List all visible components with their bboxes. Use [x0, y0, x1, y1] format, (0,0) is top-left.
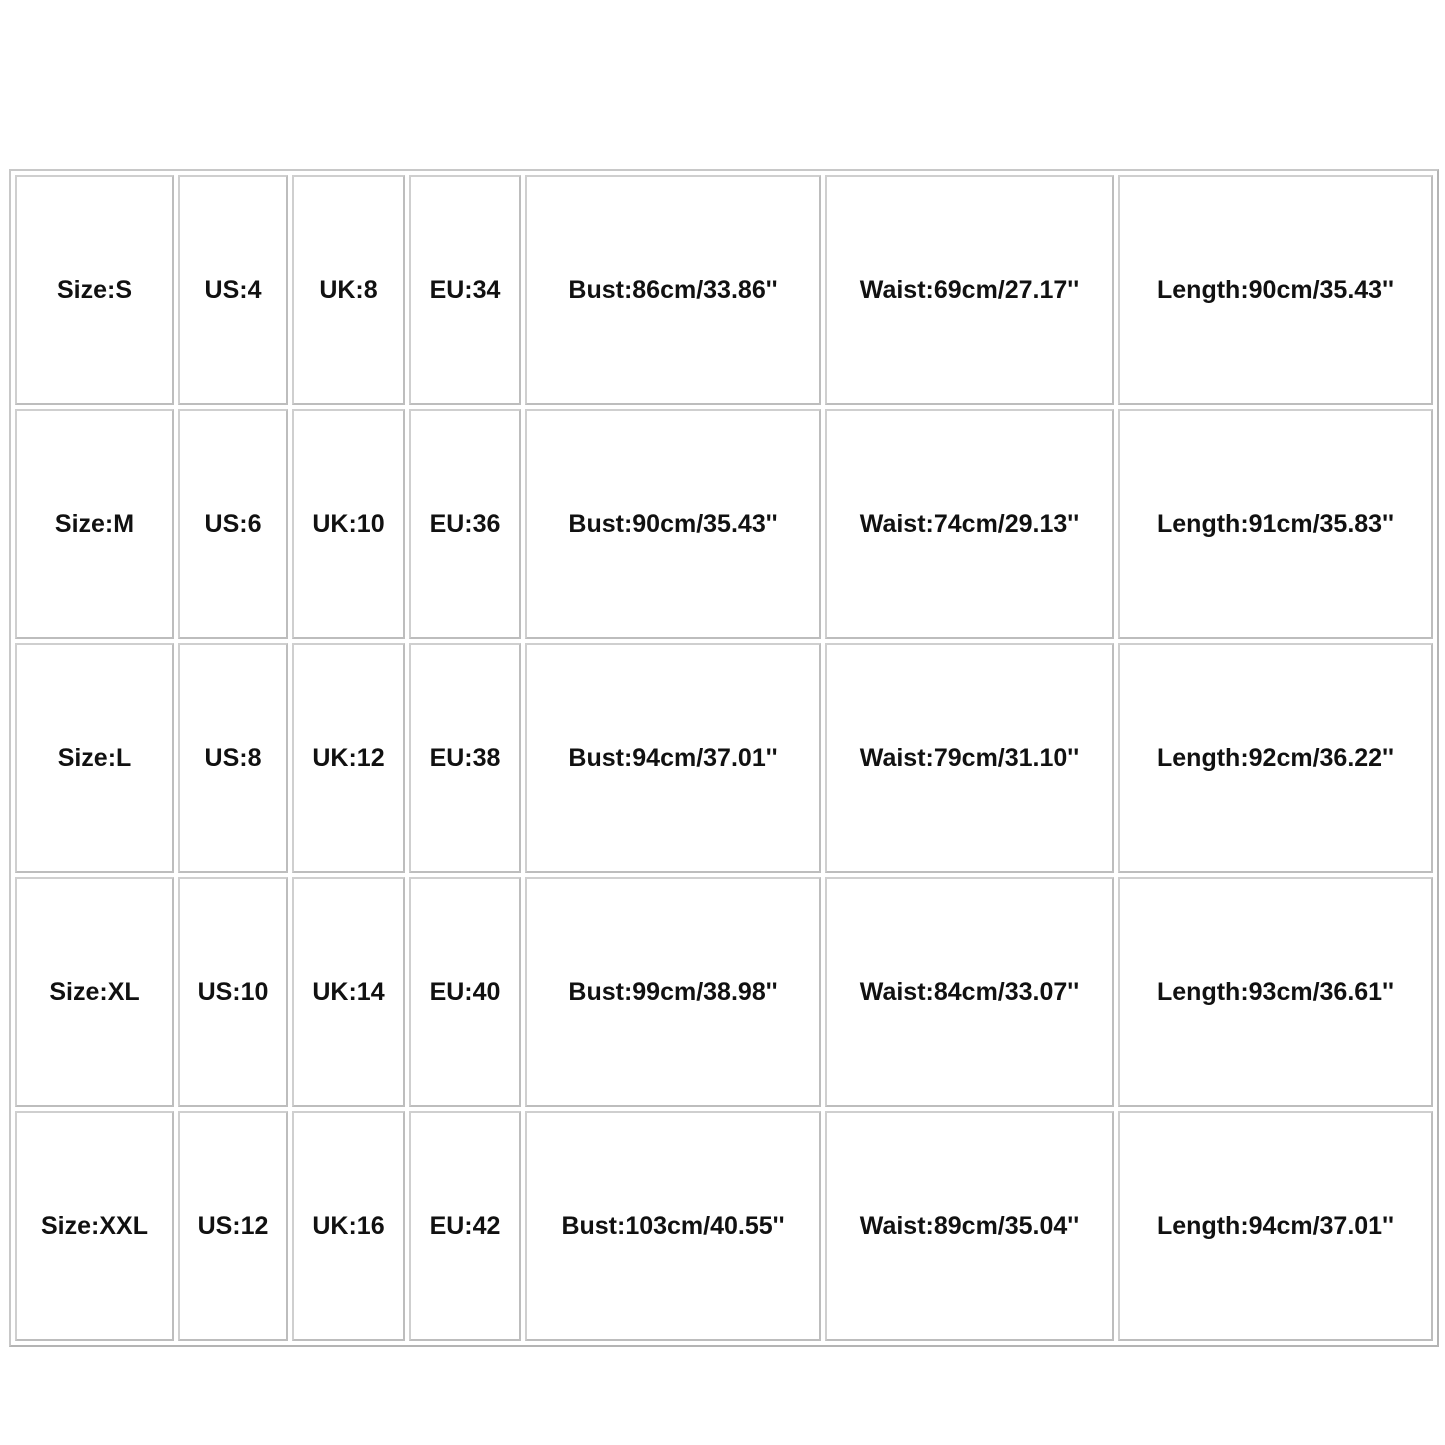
uk-cell: UK:14 — [292, 877, 405, 1107]
eu-cell: EU:38 — [409, 643, 521, 873]
table-row — [15, 877, 1433, 1107]
table-row — [15, 1111, 1433, 1341]
size-cell: Size:L — [15, 643, 174, 873]
waist-cell: Waist:79cm/31.10'' — [825, 643, 1114, 873]
waist-cell: Waist:69cm/27.17'' — [825, 175, 1114, 405]
length-cell: Length:91cm/35.83'' — [1118, 409, 1433, 639]
uk-cell: UK:16 — [292, 1111, 405, 1341]
us-cell: US:6 — [178, 409, 288, 639]
table-row — [15, 175, 1433, 405]
uk-cell: UK:8 — [292, 175, 405, 405]
us-cell: US:8 — [178, 643, 288, 873]
eu-cell: EU:42 — [409, 1111, 521, 1341]
length-cell: Length:92cm/36.22'' — [1118, 643, 1433, 873]
table-row — [15, 643, 1433, 873]
bust-cell: Bust:90cm/35.43'' — [525, 409, 821, 639]
size-cell: Size:XXL — [15, 1111, 174, 1341]
uk-cell: UK:10 — [292, 409, 405, 639]
size-cell: Size:S — [15, 175, 174, 405]
bust-cell: Bust:103cm/40.55'' — [525, 1111, 821, 1341]
eu-cell: EU:34 — [409, 175, 521, 405]
length-cell: Length:94cm/37.01'' — [1118, 1111, 1433, 1341]
us-cell: US:12 — [178, 1111, 288, 1341]
waist-cell: Waist:74cm/29.13'' — [825, 409, 1114, 639]
size-cell: Size:XL — [15, 877, 174, 1107]
table-row — [15, 409, 1433, 639]
waist-cell: Waist:84cm/33.07'' — [825, 877, 1114, 1107]
bust-cell: Bust:99cm/38.98'' — [525, 877, 821, 1107]
uk-cell: UK:12 — [292, 643, 405, 873]
size-chart-table — [11, 171, 1437, 1345]
length-cell: Length:93cm/36.61'' — [1118, 877, 1433, 1107]
bust-cell: Bust:86cm/33.86'' — [525, 175, 821, 405]
length-cell: Length:90cm/35.43'' — [1118, 175, 1433, 405]
size-chart — [9, 169, 1439, 1347]
waist-cell: Waist:89cm/35.04'' — [825, 1111, 1114, 1341]
eu-cell: EU:40 — [409, 877, 521, 1107]
size-cell: Size:M — [15, 409, 174, 639]
bust-cell: Bust:94cm/37.01'' — [525, 643, 821, 873]
us-cell: US:4 — [178, 175, 288, 405]
eu-cell: EU:36 — [409, 409, 521, 639]
us-cell: US:10 — [178, 877, 288, 1107]
